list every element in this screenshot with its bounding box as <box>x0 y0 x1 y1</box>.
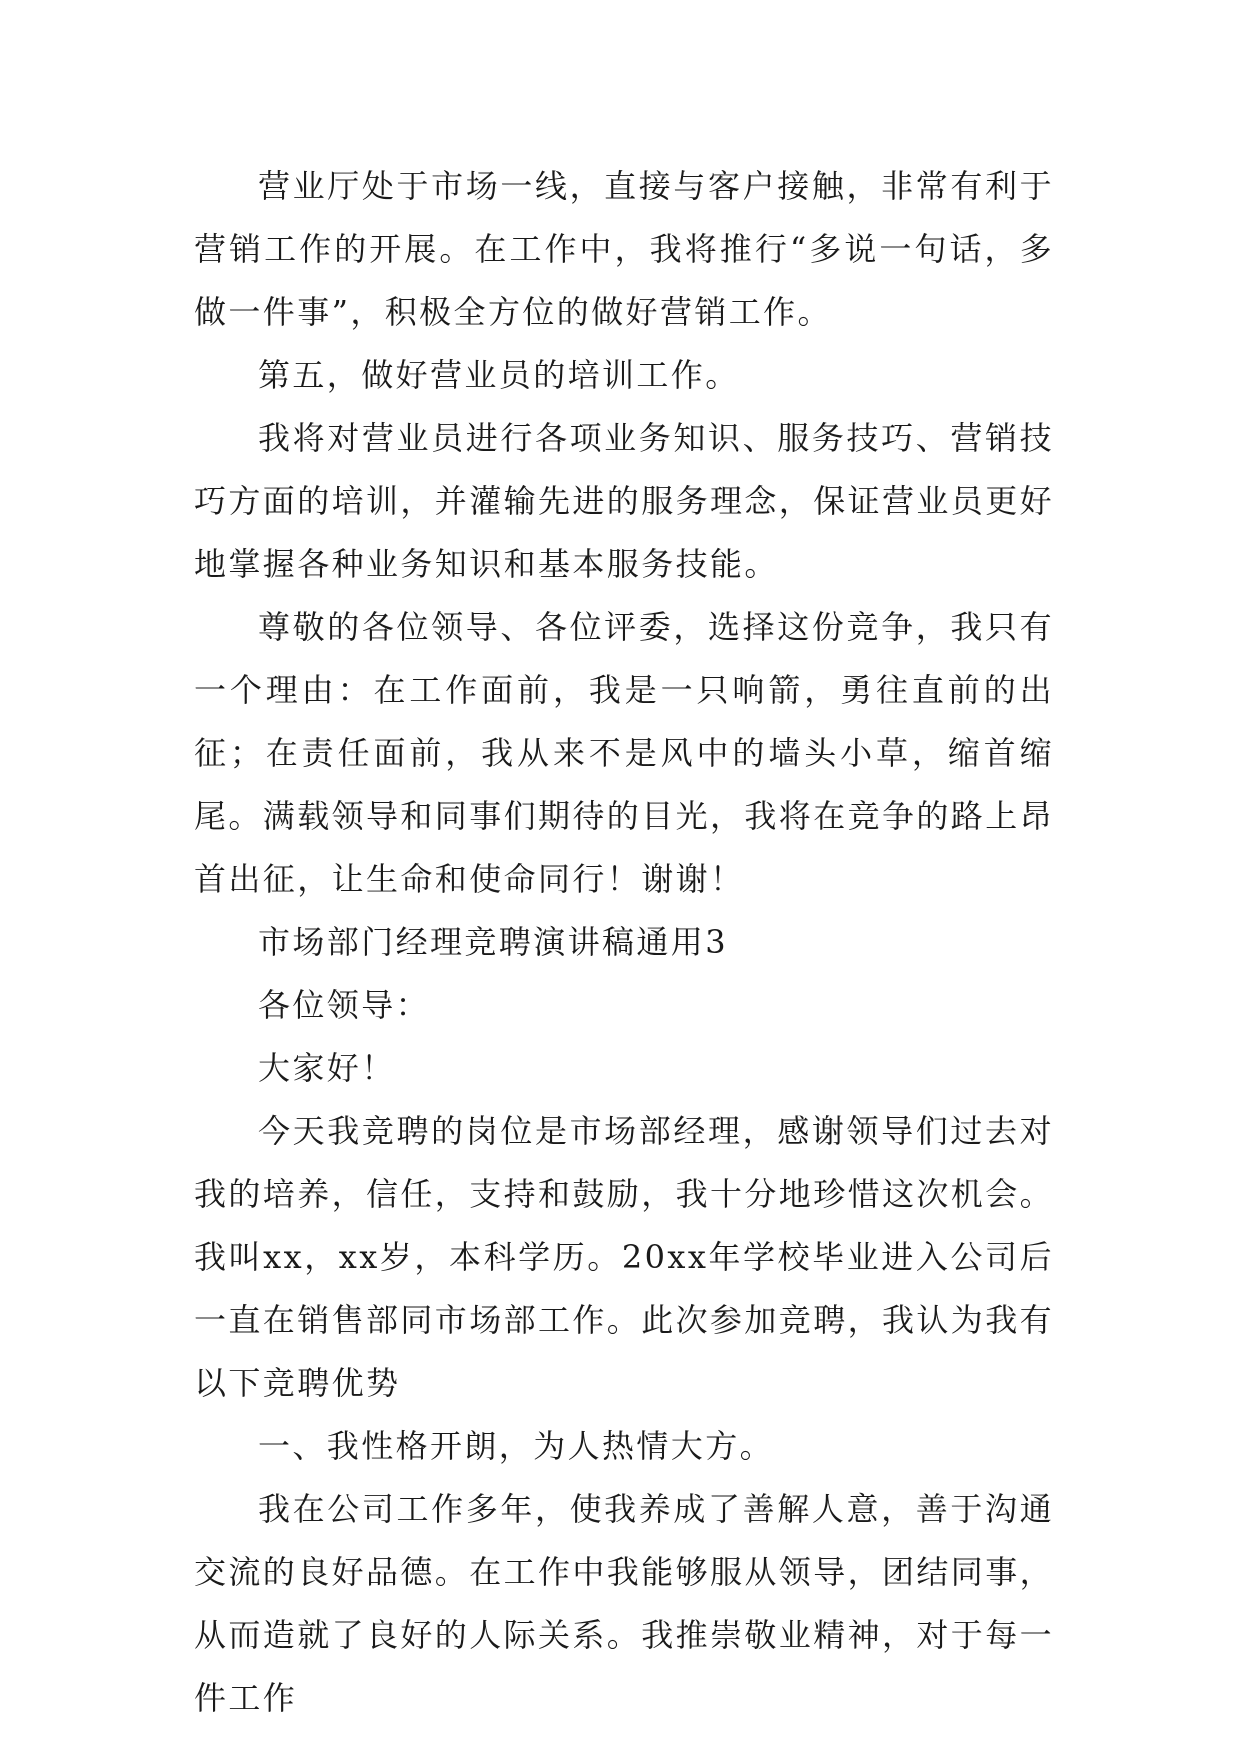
salutation: 各位领导： <box>258 986 431 1024</box>
paragraph-section-five-heading: 第五，做好营业员的培训工作。 <box>258 356 740 394</box>
paragraph-introduction: 今天我竞聘的岗位是市场部经理，感谢领导们过去对我的培养，信任，支持和鼓励，我十分地珍惜这次机会。我叫xx，xx岁，本科学历。20xx年学校毕业进入公司后一直在销售部同市场部工作。此次参加竞聘，我认为我有以下竞聘优势 <box>194 1112 1055 1402</box>
speech-title: 市场部门经理竞聘演讲稿通用3 <box>258 923 728 961</box>
paragraph-advantage-one-heading: 一、我性格开朗，为人热情大方。 <box>258 1427 775 1465</box>
document-body <box>194 155 1054 1730</box>
paragraph-marketing-frontline: 营业厅处于市场一线，直接与客户接触，非常有利于营销工作的开展。在工作中，我将推行“多说一句话，多做一件事”，积极全方位的做好营销工作。 <box>194 167 1054 331</box>
greeting: 大家好！ <box>258 1049 396 1087</box>
paragraph-closing-remarks: 尊敬的各位领导、各位评委，选择这份竞争，我只有一个理由：在工作面前，我是一只响箭，勇往直前的出征；在责任面前，我从来不是风中的墙头小草，缩首缩尾。满载领导和同事们期待的目光，我将在竞争的路上昂首出征，让生命和使命同行！谢谢！ <box>194 608 1055 898</box>
paragraph-advantage-one-body: 我在公司工作多年，使我养成了善解人意，善于沟通交流的良好品德。在工作中我能够服从领导，团结同事，从而造就了良好的人际关系。我推崇敬业精神，对于每一件工作 <box>194 1490 1055 1717</box>
paragraph-staff-training: 我将对营业员进行各项业务知识、服务技巧、营销技巧方面的培训，并灌输先进的服务理念，保证营业员更好地掌握各种业务知识和基本服务技能。 <box>194 419 1055 583</box>
